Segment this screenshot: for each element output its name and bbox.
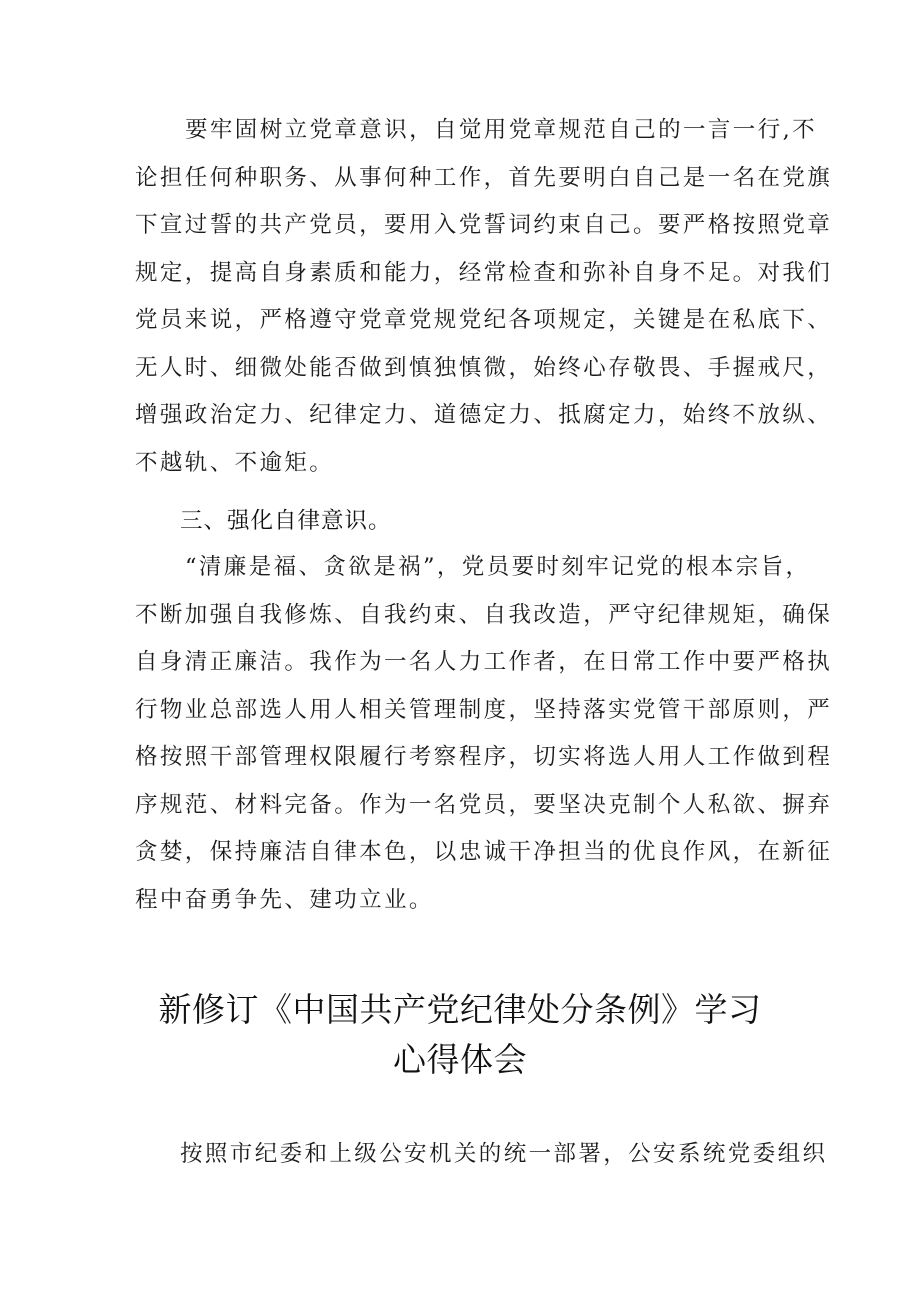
- paragraph-self-discipline: [135, 544, 833, 924]
- paragraph-line: 增强政治定力、纪律定力、道德定力、抵腐定力，始终不放纵、: [135, 402, 833, 428]
- paragraph-line: “清廉是福、贪欲是祸”，党员要时刻牢记党的根本宗旨，: [185, 554, 811, 580]
- paragraph-line: 下宣过誓的共产党员，要用入党誓词约束自己。要严格按照党章: [135, 212, 833, 238]
- paragraph-line: 自身清正廉洁。我作为一名人力工作者，在日常工作中要严格执: [135, 649, 833, 675]
- paragraph-line: 论担任何种职务、从事何种工作，首先要明白自己是一名在党旗: [135, 164, 833, 191]
- paragraph-line: 贪婪，保持廉洁自律本色，以忠诚干净担当的优良作风，在新征: [135, 839, 833, 865]
- paragraph-line: 党员来说，严格遵守党章党规党纪各项规定，关键是在私底下、: [135, 307, 833, 333]
- paragraph-line: 序规范、材料完备。作为一名党员，要坚决克制个人私欲、摒弃: [135, 791, 833, 818]
- document-title-continued: 心得体会: [393, 1040, 527, 1079]
- paragraph-line: 不越轨、不逾矩。: [135, 449, 335, 476]
- paragraph-line: 无人时、细微处能否做到慎独慎微，始终心存敬畏、手握戒尺，: [135, 354, 833, 381]
- section-heading: 三、强化自律意识。: [180, 508, 392, 534]
- paragraph-line: 行物业总部选人用人相关管理制度，坚持落实党管干部原则，严: [135, 696, 833, 723]
- paragraph-line: 要牢固树立党章意识，自觉用党章规范自己的一言一行,不: [185, 117, 818, 143]
- paragraph-line: 程中奋勇争先、建功立业。: [135, 886, 434, 913]
- paragraph-intro: 按照市纪委和上级公安机关的统一部署，公安系统党委组织: [180, 1141, 828, 1167]
- document-title: 新修订《中国共产党纪律处分条例》学习: [158, 990, 762, 1029]
- paragraph-party-constitution: [135, 107, 833, 487]
- paragraph-line: 格按照干部管理权限履行考察程序，切实将选人用人工作做到程: [135, 744, 833, 770]
- paragraph-line: 不断加强自我修炼、自我约束、自我改造，严守纪律规矩，确保: [135, 601, 833, 628]
- paragraph-line: 规定，提高自身素质和能力，经常检查和弥补自身不足。对我们: [135, 259, 833, 286]
